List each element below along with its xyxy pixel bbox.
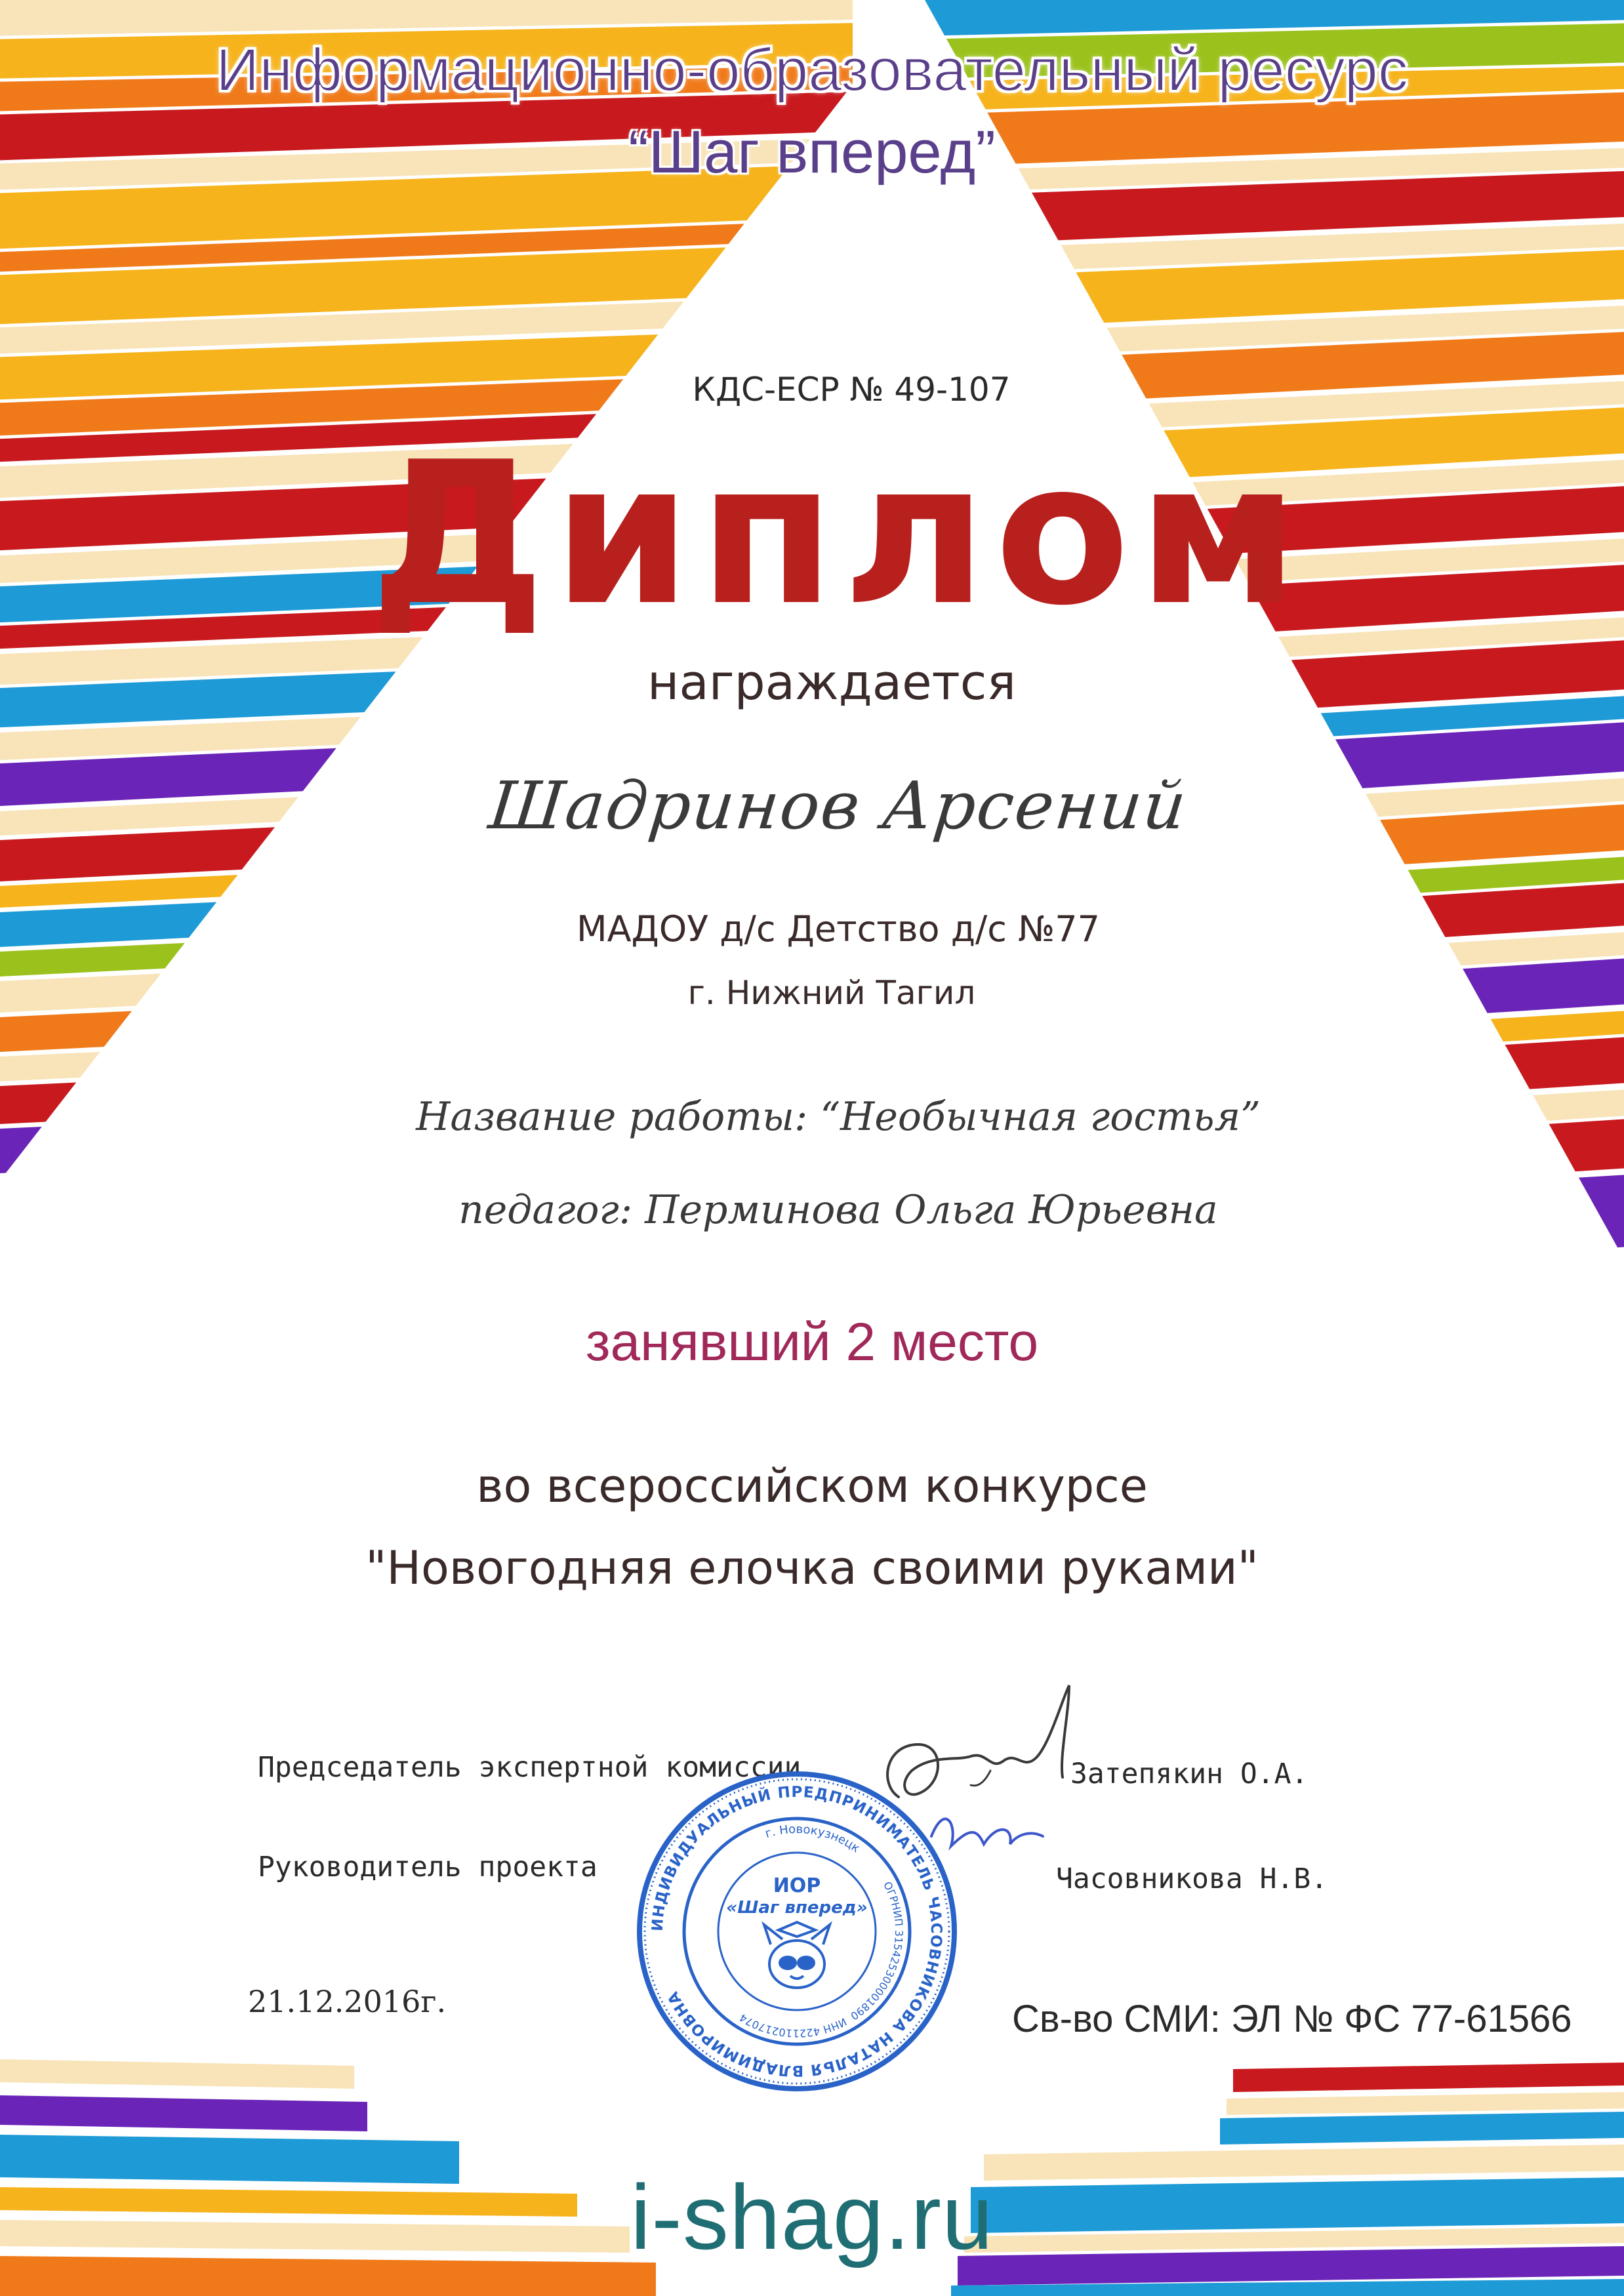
raccoon-mascot-icon <box>764 1922 830 1988</box>
header-title: Информационно-образовательный ресурс <box>216 37 1408 104</box>
stamp-inn: ИНН 422110217074 <box>737 2011 849 2040</box>
recipient-city: г. Нижний Тагил <box>687 974 976 1012</box>
chair-label: Председатель экспертной комиссии <box>258 1751 802 1784</box>
registration-number: КДС-ЕСР № 49-107 <box>692 371 1011 409</box>
stamp-org: ИОР <box>773 1874 821 1897</box>
media-registration: Св-во СМИ: ЭЛ № ФС 77-61566 <box>1012 1998 1572 2040</box>
stamp-outer-text: ИНДИВИДУАЛЬНЫЙ ПРЕДПРИНИМАТЕЛЬ ЧАСОВНИКОВА НАТАЛЬЯ ВЛАДИМИРОВНА <box>649 1783 945 2080</box>
official-seal-stamp <box>633 1767 961 2095</box>
issue-date: 21.12.2016г. <box>248 1984 447 2019</box>
diploma-title: Диплом <box>370 420 1307 649</box>
website-url: i-shag.ru <box>630 2165 994 2268</box>
stamp-name: «Шаг вперед» <box>726 1898 868 1918</box>
contest-name: "Новогодняя елочка своими руками" <box>365 1541 1259 1595</box>
contest-label: во всероссийском конкурсе <box>476 1459 1148 1513</box>
project-head-name: Часовникова Н.В. <box>1056 1863 1328 1895</box>
teacher-name: педагог: Перминова Ольга Юрьевна <box>458 1187 1218 1233</box>
stamp-ogrn: ОГРНИП 315425300001890 <box>848 1880 906 2023</box>
recipient-name: Шадринов Арсений <box>485 767 1191 844</box>
header-subtitle: “Шаг вперед” <box>628 119 996 186</box>
recipient-institution: МАДОУ д/с Детство д/с №77 <box>577 908 1100 950</box>
place-awarded: занявший 2 место <box>585 1312 1039 1372</box>
work-title: Название работы: “Необычная гостья” <box>416 1094 1261 1140</box>
stamp-city: г. Новокузнецк <box>763 1822 863 1856</box>
awarded-label: награждается <box>647 655 1016 711</box>
project-head-label: Руководитель проекта <box>258 1851 598 1883</box>
chair-name: Затепякин О.А. <box>1070 1758 1309 1790</box>
